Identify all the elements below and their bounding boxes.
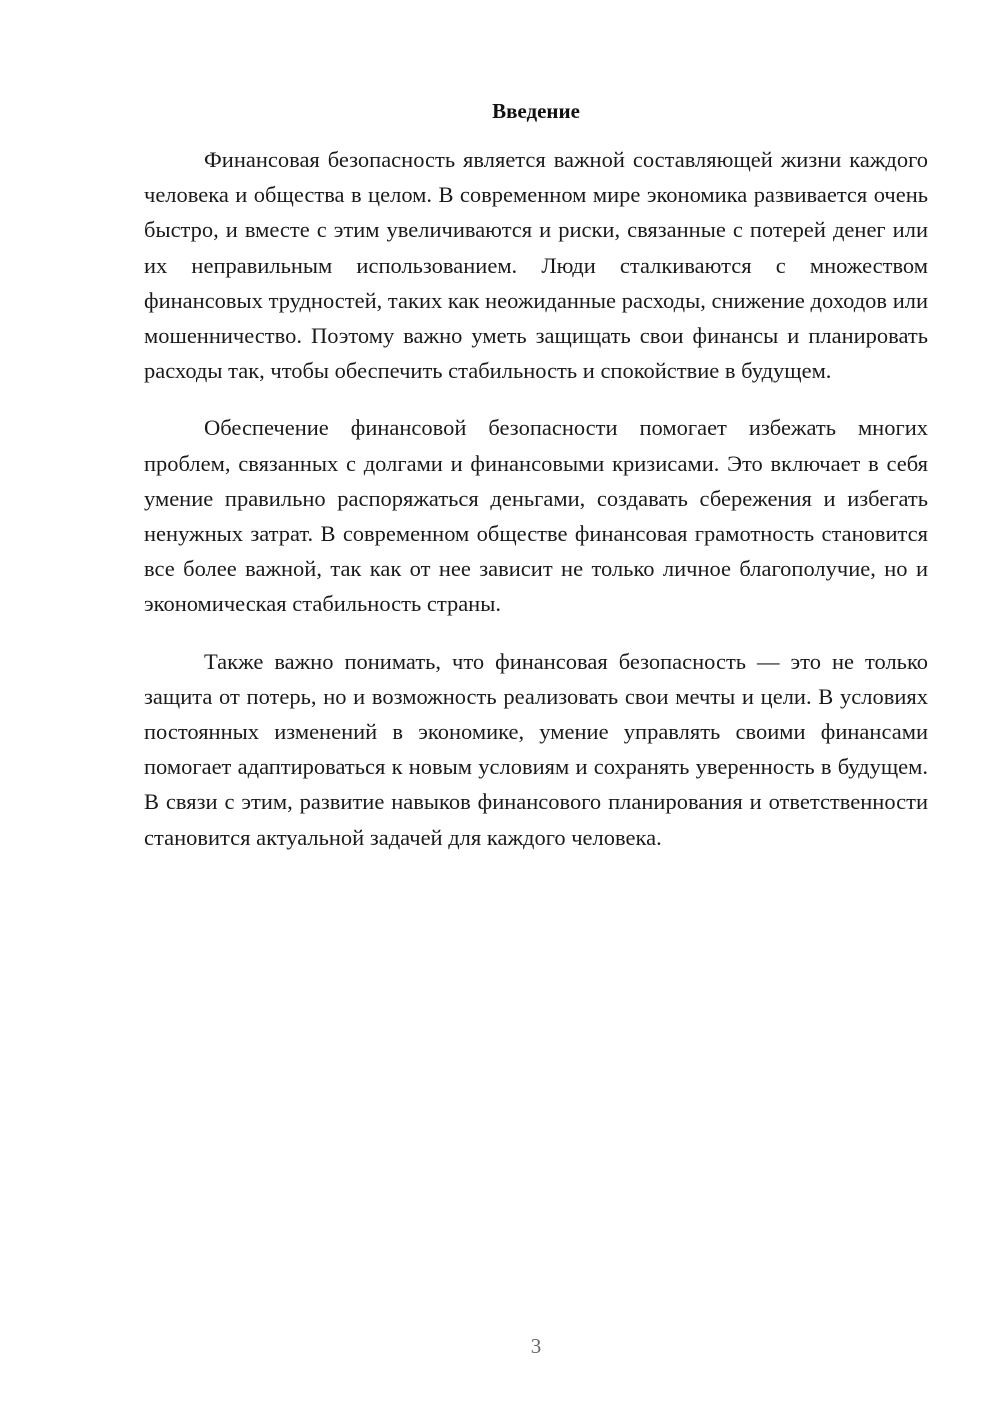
paragraph-2: Обеспечение финансовой безопасности помогает избежать многих проблем, связанных с долгами и финансовыми кризисами. Это включает в себя умение правильно распоряжаться деньгами, создавать сбережения и избегать ненужных затрат. В современном обществе финансовая грамотность становится все более важной, так как от нее зависит не только личное благополучие, но и экономическая стабильность страны. <box>144 415 928 617</box>
section-heading: Введение <box>492 99 580 123</box>
page-number: 3 <box>530 1334 542 1358</box>
body-text <box>144 142 928 877</box>
paragraph-3: Также важно понимать, что финансовая безопасность — это не только защита от потерь, но и возможность реализовать свои мечты и цели. В условиях постоянных изменений в экономике, умение управлять своими финансами помогает адаптироваться к новым условиям и сохранять уверенность в будущем. В связи с этим, развитие навыков финансового планирования и ответственности становится актуальной задачей для каждого человека. <box>144 648 928 850</box>
paragraph-1: Финансовая безопасность является важной составляющей жизни каждого человека и общества в целом. В современном мире экономика развивается очень быстро, и вместе с этим увеличиваются и риски, связанные с потерей денег или их неправильным использованием. Люди сталкиваются с множеством финансовых трудностей, таких как неожиданные расходы, снижение доходов или мошенничество. Поэтому важно уметь защищать свои финансы и планировать расходы так, чтобы обеспечить стабильность и спокойствие в будущем. <box>144 147 928 384</box>
